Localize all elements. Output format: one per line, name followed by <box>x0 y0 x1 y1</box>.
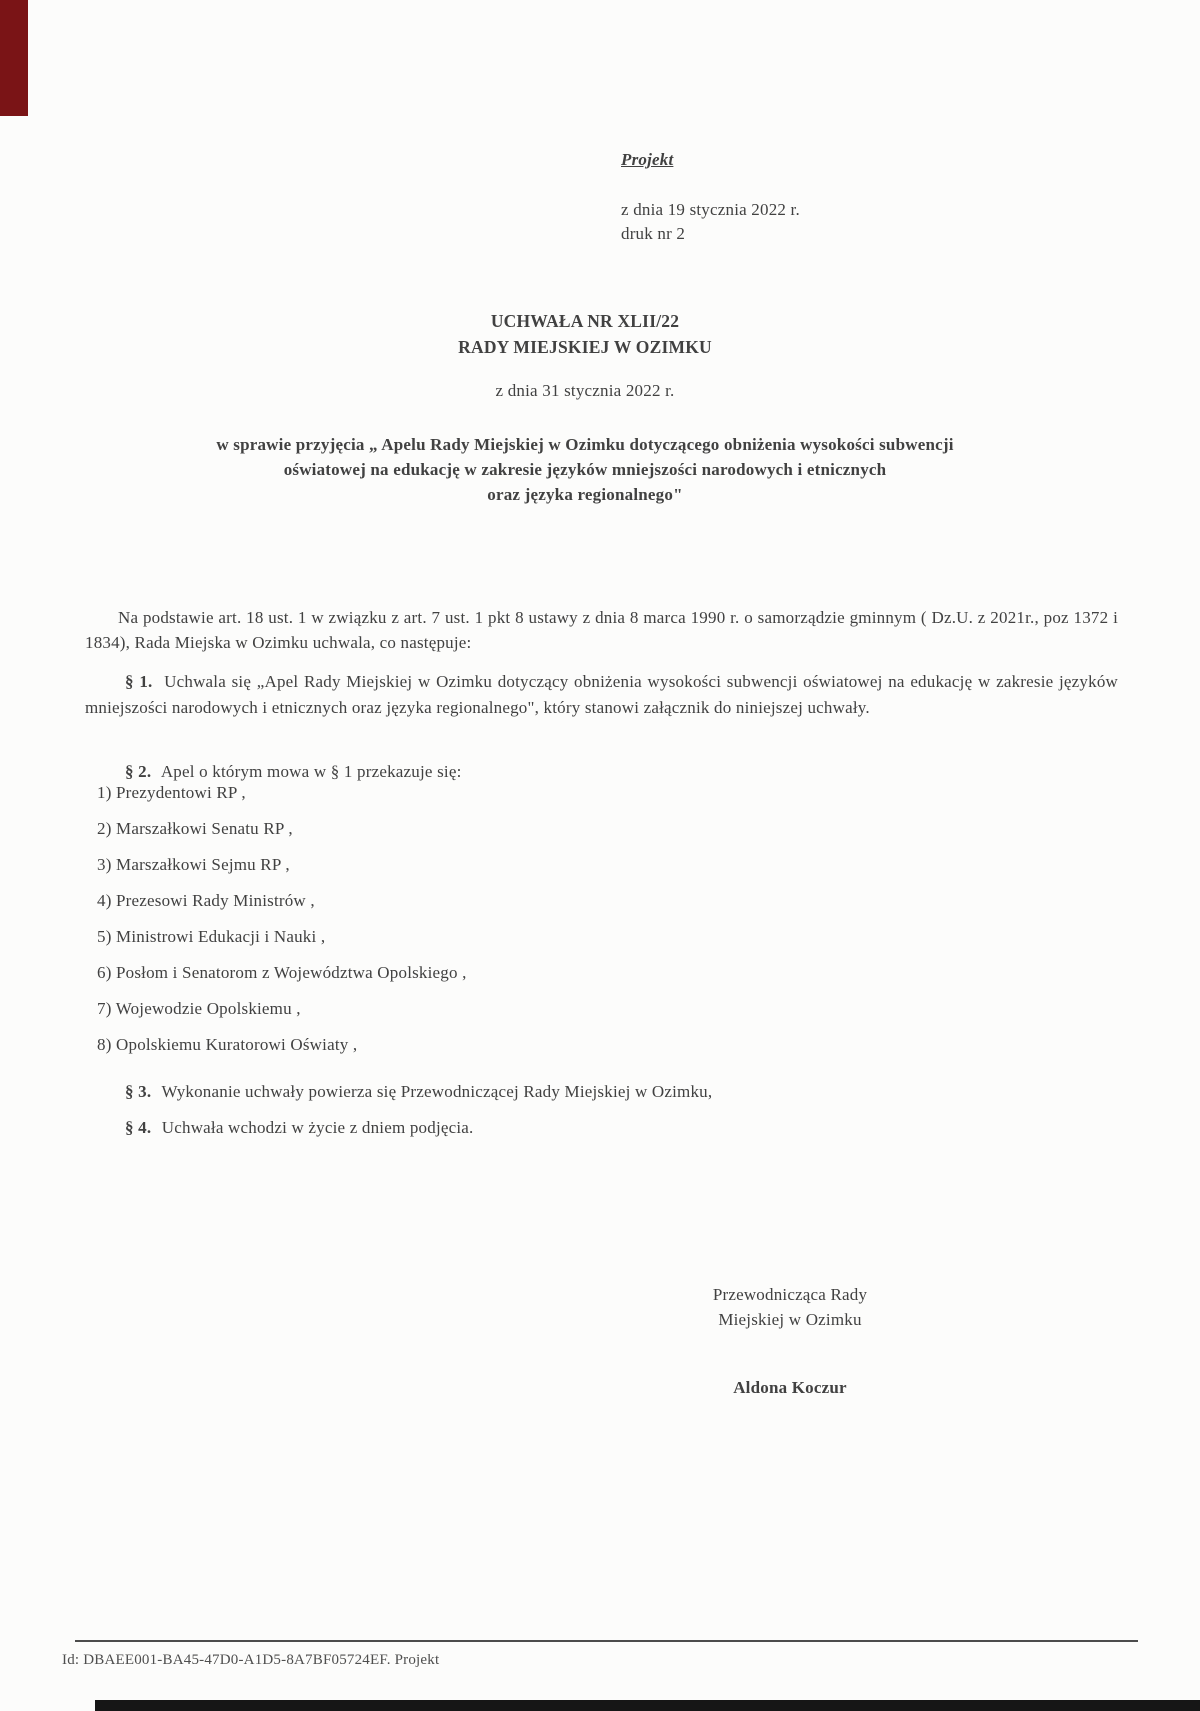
resolution-title <box>30 308 1140 360</box>
signature-role <box>640 1282 940 1332</box>
section-3-label: § 3. <box>125 1082 152 1101</box>
section-2-text: Apel o którym mowa w § 1 przekazuje się: <box>160 762 462 781</box>
signature-role-line1: Przewodnicząca Rady <box>712 1285 868 1304</box>
section-3-paragraph <box>85 1079 1118 1105</box>
druk-number: druk nr 2 <box>621 224 686 243</box>
resolution-title-line2: RADY MIEJSKIEJ W OZIMKU <box>458 337 712 357</box>
resolution-subject <box>30 432 1140 507</box>
recipient-item-4: 4) Prezesowi Rady Ministrów , <box>97 891 315 910</box>
section-1-text: Uchwala się „Apel Rady Miejskiej w Ozimku dotyczący obniżenia wysokości subwencji oświatowej na edukację w zakresie języków mniejszości narodowych i etnicznych oraz języka regionalnego", który stanowi załącznik do niniejszej uchwały. <box>85 672 1118 717</box>
recipient-item-7: 7) Wojewodzie Opolskiemu , <box>97 999 301 1018</box>
subject-line-1: w sprawie przyjęcia „ Apelu Rady Miejskiej w Ozimku dotyczącego obniżenia wysokości subwencji <box>216 435 954 454</box>
scan-edge-red-strip <box>0 0 28 116</box>
recipient-item-1: 1) Prezydentowi RP , <box>97 783 246 802</box>
section-3-text: Wykonanie uchwały powierza się Przewodniczącej Rady Miejskiej w Ozimku, <box>161 1082 713 1101</box>
footer-divider <box>75 1640 1138 1642</box>
section-4-paragraph <box>85 1115 1118 1141</box>
projekt-label: Projekt <box>621 150 674 169</box>
document-id-line: Id: DBAEE001-BA45-47D0-A1D5-8A7BF05724EF. Projekt <box>62 1652 440 1668</box>
section-1-paragraph <box>85 669 1118 721</box>
signature-name: Aldona Koczur <box>733 1378 847 1397</box>
scan-edge-bottom-bar <box>95 1700 1200 1711</box>
recipient-item-2: 2) Marszałkowi Senatu RP , <box>97 819 293 838</box>
section-2-label: § 2. <box>125 762 152 781</box>
draft-date: z dnia 19 stycznia 2022 r. <box>621 200 800 219</box>
signature-role-line2: Miejskiej w Ozimku <box>718 1310 862 1329</box>
legal-basis-paragraph: Na podstawie art. 18 ust. 1 w związku z art. 7 ust. 1 pkt 8 ustawy z dnia 8 marca 1990 r. o samorządzie gminnym ( Dz.U. z 2021r., poz 1372 i 1834), Rada Miejska w Ozimku uchwala, co następuje: <box>85 608 1118 652</box>
section-4-text: Uchwała wchodzi w życie z dniem podjęcia. <box>161 1118 474 1137</box>
section-4-label: § 4. <box>125 1118 152 1137</box>
resolution-title-line1: UCHWAŁA NR XLII/22 <box>490 311 680 331</box>
session-date: z dnia 31 stycznia 2022 r. <box>495 381 675 400</box>
recipient-item-3: 3) Marszałkowi Sejmu RP , <box>97 855 290 874</box>
section-1-label: § 1. <box>125 672 153 691</box>
recipient-item-5: 5) Ministrowi Edukacji i Nauki , <box>97 927 326 946</box>
subject-line-3: oraz języka regionalnego" <box>487 485 683 504</box>
recipient-item-8: 8) Opolskiemu Kuratorowi Oświaty , <box>97 1035 358 1054</box>
subject-line-2: oświatowej na edukację w zakresie języków mniejszości narodowych i etnicznych <box>283 460 887 479</box>
recipient-item-6: 6) Posłom i Senatorom z Województwa Opolskiego , <box>97 963 467 982</box>
